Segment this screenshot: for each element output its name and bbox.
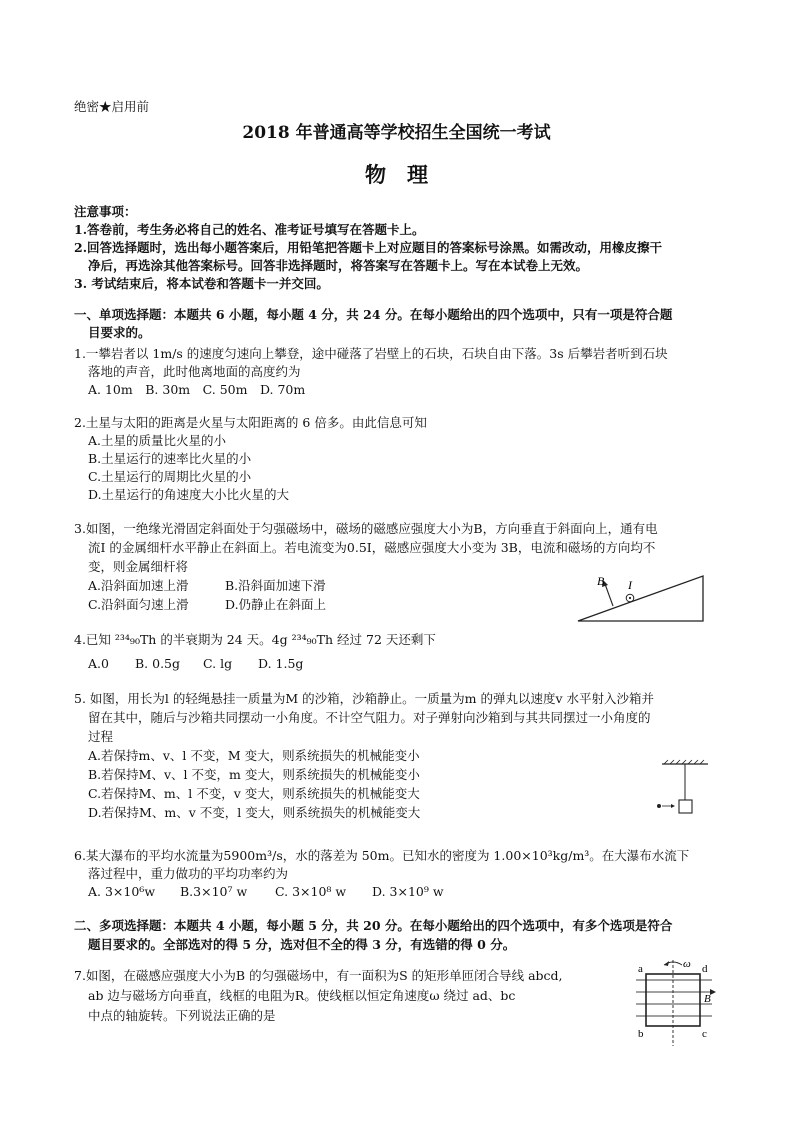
- q6-option-a: A. 3×10⁶w: [88, 884, 156, 899]
- q2-option-c: C.土星运行的周期比火星的小: [88, 469, 252, 484]
- q4-option-a: A.0: [88, 656, 109, 671]
- q6-stem: 6.某大瀑布的平均水流量为5900m³/s，水的落差为 50m。已知水的密度为 1.00×10³kg/m³。在大瀑布水流下: [74, 848, 690, 863]
- q2-option-a: A.土星的质量比火星的小: [88, 433, 227, 448]
- q5-option-b: B.若保持M、v、l 不变，m 变大，则系统损失的机械能变小: [88, 767, 420, 782]
- section2-heading: 题目要求的。全部选对的得 5 分，选对但不全的得 3 分，有选错的得 0 分。: [88, 937, 516, 952]
- vertex-a-label: a: [638, 963, 643, 975]
- notice-item: 3. 考试结束后，将本试卷和答题卡一并交回。: [74, 276, 329, 291]
- notice-item: 净后，再选涂其他答案标号。回答非选择题时，将答案写在答题卡上。写在本试卷上无效。: [88, 258, 589, 273]
- q6-option-c: C. 3×10⁸ w: [275, 884, 347, 899]
- q5-stem: 5. 如图，用长为l 的轻绳悬挂一质量为M 的沙箱，沙箱静止。一质量为m 的弹丸以速度v 水平射入沙箱并: [74, 691, 655, 706]
- q7-coil-figure: [626, 956, 718, 1048]
- field-arrowhead: [710, 989, 716, 995]
- q4-option-c: C. lg: [203, 656, 233, 671]
- omega-label: ω: [683, 958, 691, 970]
- notice-item: 1.答卷前，考生务必将自己的姓名、准考证号填写在答题卡上。: [74, 222, 425, 237]
- current-label: I: [628, 578, 632, 592]
- vertex-c-label: c: [702, 1028, 707, 1040]
- subject-title: 物 理: [365, 162, 428, 187]
- vertex-d-label: d: [702, 963, 708, 975]
- q6-stem: 落过程中，重力做功的平均功率约为: [88, 866, 289, 881]
- q2-option-b: B.土星运行的速率比火星的小: [88, 451, 252, 466]
- confidential-mark: 绝密★启用前: [74, 99, 150, 114]
- q1-stem: 落地的声音，此时他离地面的高度约为: [88, 364, 301, 379]
- exam-title: 2018 年普通高等学校招生全国统一考试: [242, 123, 551, 143]
- q2-option-d: D.土星运行的角速度大小比火星的大: [88, 487, 290, 502]
- q2-stem: 2.土星与太阳的距离是火星与太阳距离的 6 倍多。由此信息可知: [74, 415, 427, 430]
- q7-stem: 7.如图，在磁感应强度大小为B 的匀强磁场中，有一面积为S 的矩形单匝闭合导线 abcd,: [74, 968, 563, 983]
- q5-option-c: C.若保持M、m、l 不变，v 变大，则系统损失的机械能变大: [88, 786, 420, 801]
- q5-option-d: D.若保持M、m、v 不变，l 变大，则系统损失的机械能变大: [88, 805, 421, 820]
- q3-option-b: B.沿斜面加速下滑: [225, 578, 326, 593]
- section1-heading: 一、单项选择题：本题共 6 小题，每小题 4 分，共 24 分。在每小题给出的四个选项中，只有一项是符合题: [74, 307, 673, 322]
- q4-stem: 4.已知 ²³⁴₉₀Th 的半衰期为 24 天。4g ²³⁴₉₀Th 经过 72 天还剩下: [74, 632, 436, 647]
- q5-option-a: A.若保持m、v、l 不变，M 变大，则系统损失的机械能变小: [88, 748, 420, 763]
- bullet: [657, 804, 661, 808]
- q3-stem: 3.如图，一绝缘光滑固定斜面处于匀强磁场中，磁场的磁感应强度大小为B，方向垂直于斜面向上，通有电: [74, 521, 658, 536]
- q5-stem: 留在其中，随后与沙箱共同摆动一小角度。不计空气阻力。对子弹射向沙箱到与其共同摆过一小角度的: [88, 710, 651, 725]
- field-arrow: [605, 584, 613, 606]
- notice-heading: 注意事项：: [74, 204, 137, 219]
- q4-option-d: D. 1.5g: [258, 656, 304, 671]
- section2-heading: 二、多项选择题：本题共 4 小题，每小题 5 分，共 20 分。在每小题给出的四个选项中，有多个选项是符合: [74, 918, 673, 933]
- q3-incline-figure: [575, 568, 707, 624]
- q6-option-b: B.3×10⁷ w: [180, 884, 248, 899]
- q1-stem: 1.一攀岩者以 1m/s 的速度匀速向上攀登，途中碰落了岩壁上的石块，石块自由下落。3s 后攀岩者听到石块: [74, 346, 668, 361]
- q7-stem: 中点的轴旋转。下列说法正确的是: [88, 1008, 276, 1023]
- field-label: B: [597, 574, 605, 588]
- sandbox: [679, 800, 692, 813]
- vertex-b-label: b: [638, 1028, 644, 1040]
- q5-pendulum-figure: [650, 760, 710, 820]
- q6-option-d: D. 3×10⁹ w: [372, 884, 444, 899]
- notice-item: 2.回答选择题时，选出每小题答案后，用铅笔把答题卡上对应题目的答案标号涂黑。如需改动，用橡皮擦干: [74, 240, 663, 255]
- q3-option-c: C.沿斜面匀速上滑: [88, 597, 189, 612]
- q3-option-d: D.仍静止在斜面上: [225, 597, 327, 612]
- field-label: B: [704, 993, 711, 1005]
- q4-option-b: B. 0.5g: [135, 656, 181, 671]
- q5-stem: 过程: [88, 729, 114, 744]
- q7-stem: ab 边与磁场方向垂直，线框的电阻为R。使线框以恒定角速度ω 绕过 ad、bc: [88, 988, 516, 1003]
- q3-option-a: A.沿斜面加速上滑: [88, 578, 189, 593]
- section1-heading: 目要求的。: [88, 325, 151, 340]
- q3-stem: 变，则金属细杆将: [88, 559, 189, 574]
- q3-stem: 流I 的金属细杆水平静止在斜面上。若电流变为0.5I，磁感应强度大小变为 3B，电流和磁场的方向均不: [88, 540, 656, 555]
- q1-options: A. 10m B. 30m C. 50m D. 70m: [88, 382, 306, 397]
